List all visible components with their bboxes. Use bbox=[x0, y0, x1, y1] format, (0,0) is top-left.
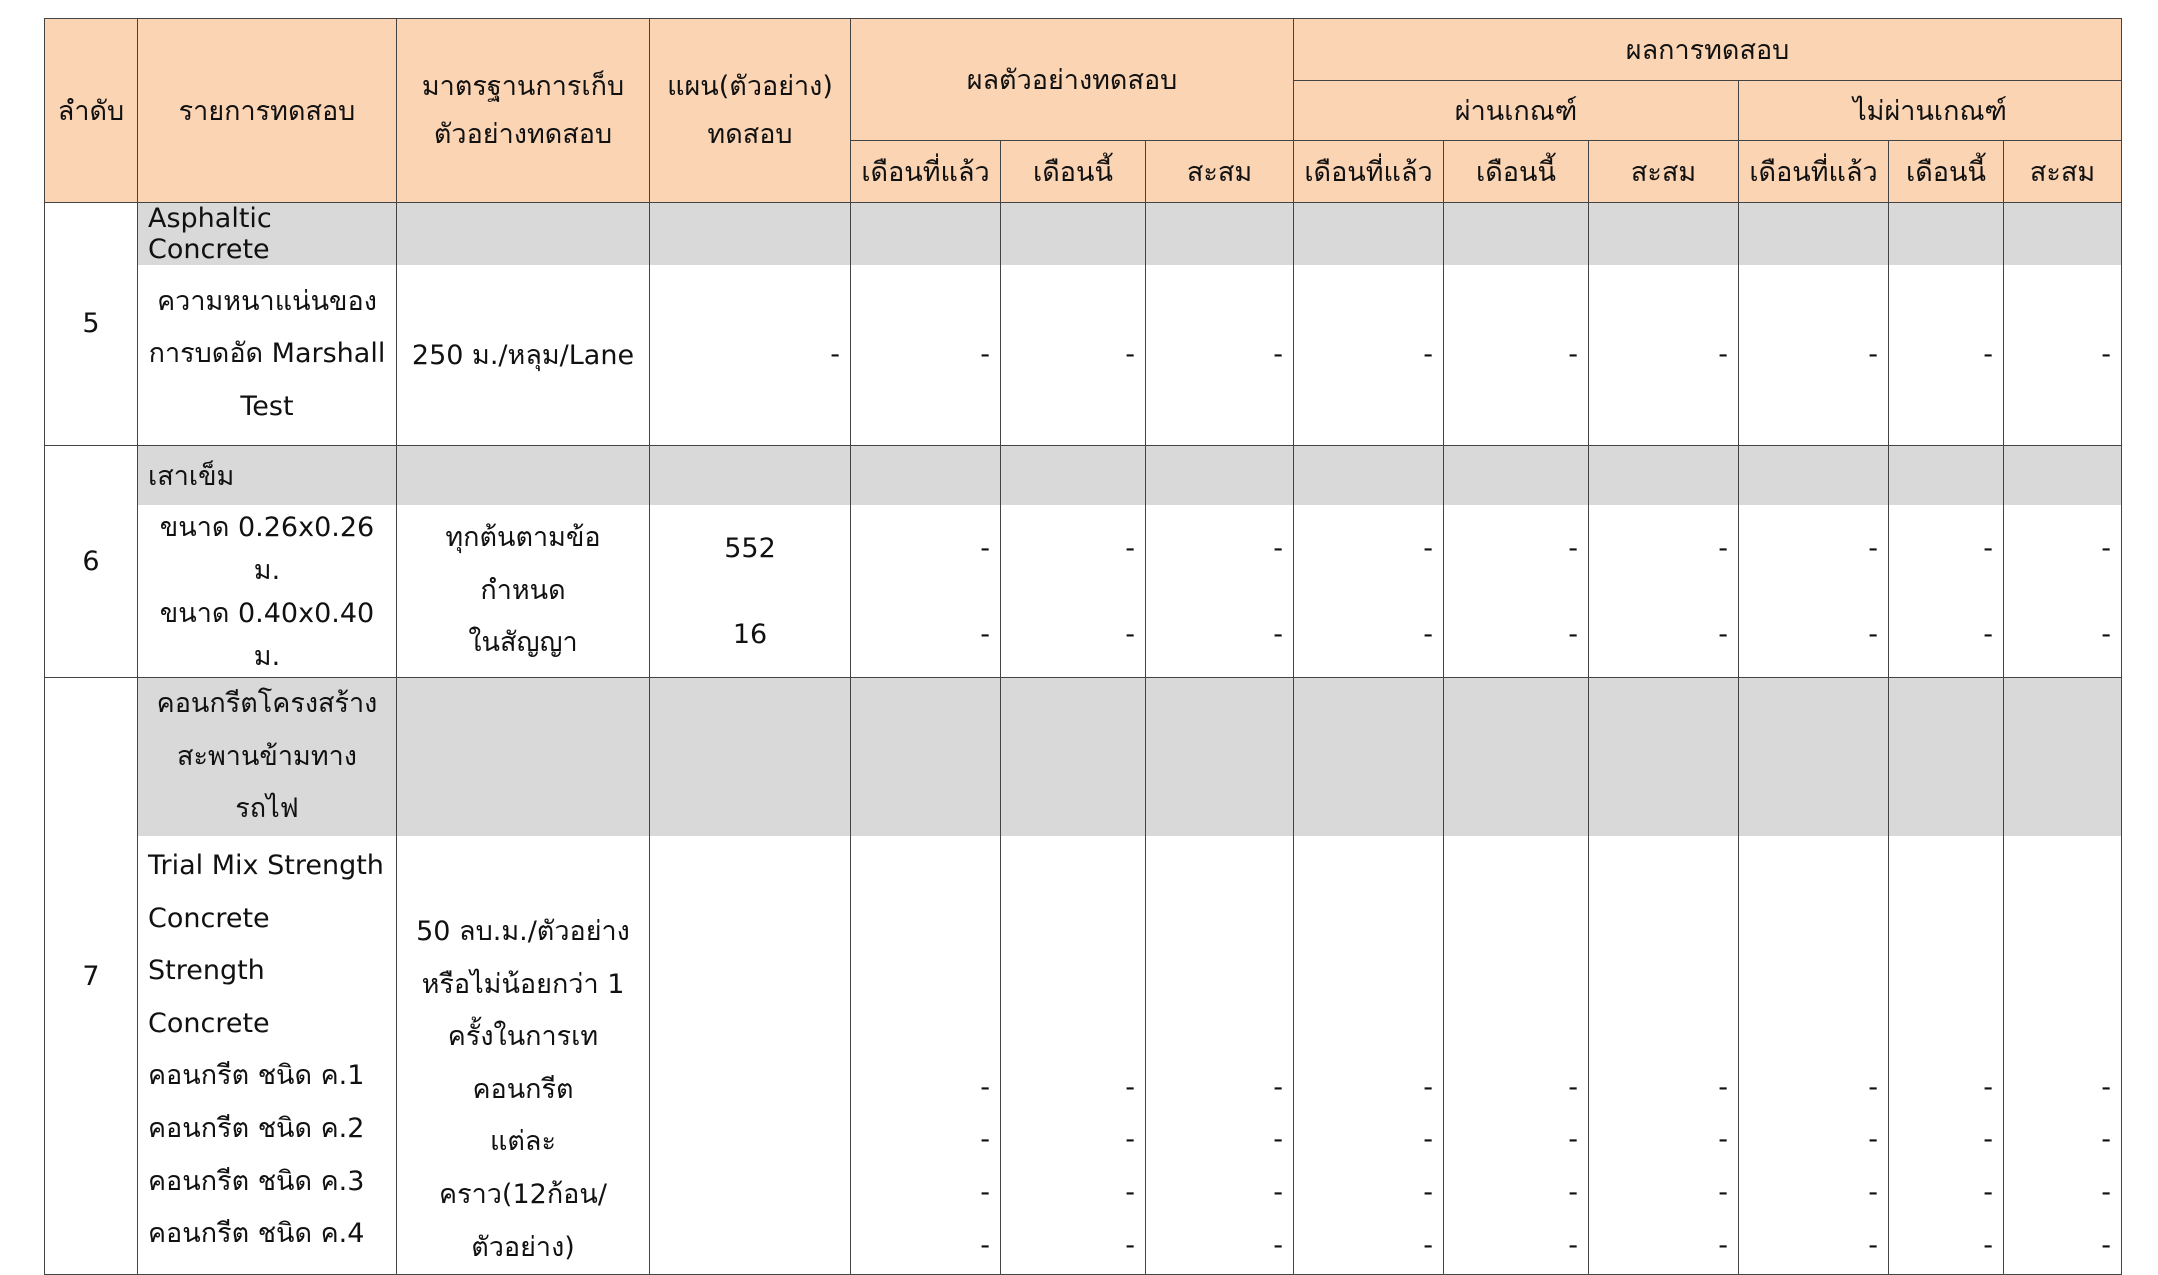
row-7-value: - bbox=[1423, 1229, 1433, 1261]
header-pass-this-month: เดือนนี้ bbox=[1444, 141, 1589, 203]
row-7-value: - bbox=[1983, 1229, 1993, 1261]
row-6-sub-1-label: ขนาด 0.26x0.26 ม. bbox=[138, 505, 397, 591]
row-7-value: - bbox=[1718, 1124, 1728, 1156]
row-6-sub-2-label: ขนาด 0.40x0.40 ม. bbox=[138, 591, 397, 678]
row-5-item bbox=[45, 265, 2122, 445]
row-6-value: - bbox=[1589, 591, 1739, 678]
row-6-value: - bbox=[1001, 505, 1146, 591]
row-6-value: - bbox=[1294, 505, 1444, 591]
row-6-value: - bbox=[2004, 591, 2122, 678]
row-6-sub-1 bbox=[45, 505, 2122, 591]
row-5-plan: - bbox=[650, 265, 851, 445]
row-7-value: - bbox=[1568, 1177, 1578, 1209]
row-6-value: - bbox=[1146, 591, 1294, 678]
header-fail-cumulative: สะสม bbox=[2004, 141, 2122, 203]
row-7-value: - bbox=[1423, 1177, 1433, 1209]
row-5-value: - bbox=[1294, 265, 1444, 445]
row-6-value: - bbox=[2004, 505, 2122, 591]
header-sample-last-month: เดือนที่แล้ว bbox=[851, 141, 1001, 203]
row-6-value: - bbox=[1444, 505, 1589, 591]
row-7-value: - bbox=[2101, 1071, 2112, 1103]
row-6-value: - bbox=[1889, 591, 2004, 678]
header-pass-cumulative: สะสม bbox=[1589, 141, 1739, 203]
row-5-value: - bbox=[851, 265, 1001, 445]
header-no: ลำดับ bbox=[45, 19, 138, 203]
row-5-item-label: ความหนาแน่นของ การบดอัด Marshall Test bbox=[138, 265, 397, 445]
row-6-value: - bbox=[851, 505, 1001, 591]
row-7-value: - bbox=[980, 1124, 990, 1156]
header-item: รายการทดสอบ bbox=[138, 19, 397, 203]
row-7-value: - bbox=[1273, 1229, 1283, 1261]
row-7-value: - bbox=[980, 1071, 990, 1103]
row-7-value: - bbox=[1125, 1229, 1135, 1261]
row-7-values bbox=[2004, 836, 2122, 1275]
row-7-values bbox=[1889, 836, 2004, 1275]
row-7-value: - bbox=[980, 1229, 990, 1261]
row-5-no: 5 bbox=[45, 203, 138, 446]
header-pass-last-month: เดือนที่แล้ว bbox=[1294, 141, 1444, 203]
header-samples: ผลตัวอย่างทดสอบ bbox=[851, 19, 1294, 141]
row-5-group bbox=[45, 203, 2122, 266]
row-7-value: - bbox=[1868, 1071, 1878, 1103]
row-7-values bbox=[1294, 836, 1444, 1275]
row-6-value: - bbox=[1001, 591, 1146, 678]
row-7-value: - bbox=[1983, 1177, 1993, 1209]
row-7-item-labels: Trial Mix Strength Concrete Strength Concrete คอนกรีต ชนิด ค.1 คอนกรีต ชนิด ค.2 คอนกรีต ชนิด ค.3 คอนกรีต ชนิด ค.4 bbox=[138, 836, 397, 1275]
header-sample-this-month: เดือนนี้ bbox=[1001, 141, 1146, 203]
row-7-values bbox=[1739, 836, 1889, 1275]
row-6-value: - bbox=[1739, 591, 1889, 678]
row-5-value: - bbox=[1889, 265, 2004, 445]
header-row-1 bbox=[45, 19, 2122, 81]
row-6-sub-1-plan: 552 bbox=[650, 505, 851, 591]
row-6-group-title: เสาเข็ม bbox=[138, 445, 397, 505]
row-7-value: - bbox=[1718, 1177, 1728, 1209]
row-6-no: 6 bbox=[45, 445, 138, 678]
row-6-standard: ทุกต้นตามข้อกำหนด ในสัญญา bbox=[397, 505, 650, 678]
row-7-value: - bbox=[1423, 1071, 1433, 1103]
row-7-value: - bbox=[2101, 1229, 2112, 1261]
header-results: ผลการทดสอบ bbox=[1294, 19, 2122, 81]
row-5-value: - bbox=[1001, 265, 1146, 445]
row-5-standard: 250 ม./หลุม/Lane bbox=[397, 265, 650, 445]
row-7-value: - bbox=[1423, 1124, 1433, 1156]
row-7-value: - bbox=[1125, 1177, 1135, 1209]
row-7-value: - bbox=[1273, 1124, 1283, 1156]
row-6-value: - bbox=[1739, 505, 1889, 591]
row-6-value: - bbox=[1294, 591, 1444, 678]
row-7-value: - bbox=[2101, 1177, 2112, 1209]
header-fail-this-month: เดือนนี้ bbox=[1889, 141, 2004, 203]
row-7-value: - bbox=[1868, 1124, 1878, 1156]
row-7-items bbox=[45, 836, 2122, 1275]
row-7-group bbox=[45, 678, 2122, 836]
row-7-no: 7 bbox=[45, 678, 138, 1275]
row-7-values bbox=[1444, 836, 1589, 1275]
row-7-value: - bbox=[1983, 1071, 1993, 1103]
row-7-value: - bbox=[1125, 1071, 1135, 1103]
row-6-value: - bbox=[1589, 505, 1739, 591]
row-7-values bbox=[1146, 836, 1294, 1275]
header-pass: ผ่านเกณฑ์ bbox=[1294, 81, 1739, 141]
row-6-value: - bbox=[1444, 591, 1589, 678]
row-7-value: - bbox=[1568, 1229, 1578, 1261]
row-7-value: - bbox=[1718, 1071, 1728, 1103]
row-7-values bbox=[1589, 836, 1739, 1275]
row-7-value: - bbox=[1568, 1071, 1578, 1103]
header-sample-cumulative: สะสม bbox=[1146, 141, 1294, 203]
row-7-value: - bbox=[1718, 1229, 1728, 1261]
header-fail-last-month: เดือนที่แล้ว bbox=[1739, 141, 1889, 203]
row-7-value: - bbox=[1125, 1124, 1135, 1156]
row-6-value: - bbox=[1146, 505, 1294, 591]
row-7-value: - bbox=[1273, 1177, 1283, 1209]
row-7-standard: 50 ลบ.ม./ตัวอย่าง หรือไม่น้อยกว่า 1 ครั้งในการเทคอนกรีต แต่ละคราว(12ก้อน/ ตัวอย่าง) bbox=[397, 836, 650, 1275]
row-6-value: - bbox=[1889, 505, 2004, 591]
header-fail: ไม่ผ่านเกณฑ์ bbox=[1739, 81, 2122, 141]
row-5-value: - bbox=[2004, 265, 2122, 445]
row-7-value: - bbox=[1568, 1124, 1578, 1156]
row-7-group-title: คอนกรีตโครงสร้าง สะพานข้ามทางรถไฟ bbox=[138, 678, 397, 836]
row-5-value: - bbox=[1444, 265, 1589, 445]
row-7-value: - bbox=[1983, 1124, 1993, 1156]
row-6-sub-2-plan: 16 bbox=[650, 591, 851, 678]
row-7-value: - bbox=[1868, 1177, 1878, 1209]
row-7-value: - bbox=[1273, 1071, 1283, 1103]
row-7-value: - bbox=[2101, 1124, 2112, 1156]
row-7-plan bbox=[650, 836, 851, 1275]
row-5-value: - bbox=[1739, 265, 1889, 445]
row-5-group-title: Asphaltic Concrete bbox=[138, 203, 397, 266]
header-plan: แผน(ตัวอย่าง) ทดสอบ bbox=[650, 19, 851, 203]
row-6-group bbox=[45, 445, 2122, 505]
row-5-value: - bbox=[1589, 265, 1739, 445]
row-5-value: - bbox=[1146, 265, 1294, 445]
row-7-value: - bbox=[1868, 1229, 1878, 1261]
row-7-values bbox=[851, 836, 1001, 1275]
row-6-value: - bbox=[851, 591, 1001, 678]
row-7-value: - bbox=[980, 1177, 990, 1209]
row-7-values bbox=[1001, 836, 1146, 1275]
row-6-sub-2 bbox=[45, 591, 2122, 678]
header-standard: มาตรฐานการเก็บ ตัวอย่างทดสอบ bbox=[397, 19, 650, 203]
test-results-table bbox=[44, 18, 2122, 1275]
